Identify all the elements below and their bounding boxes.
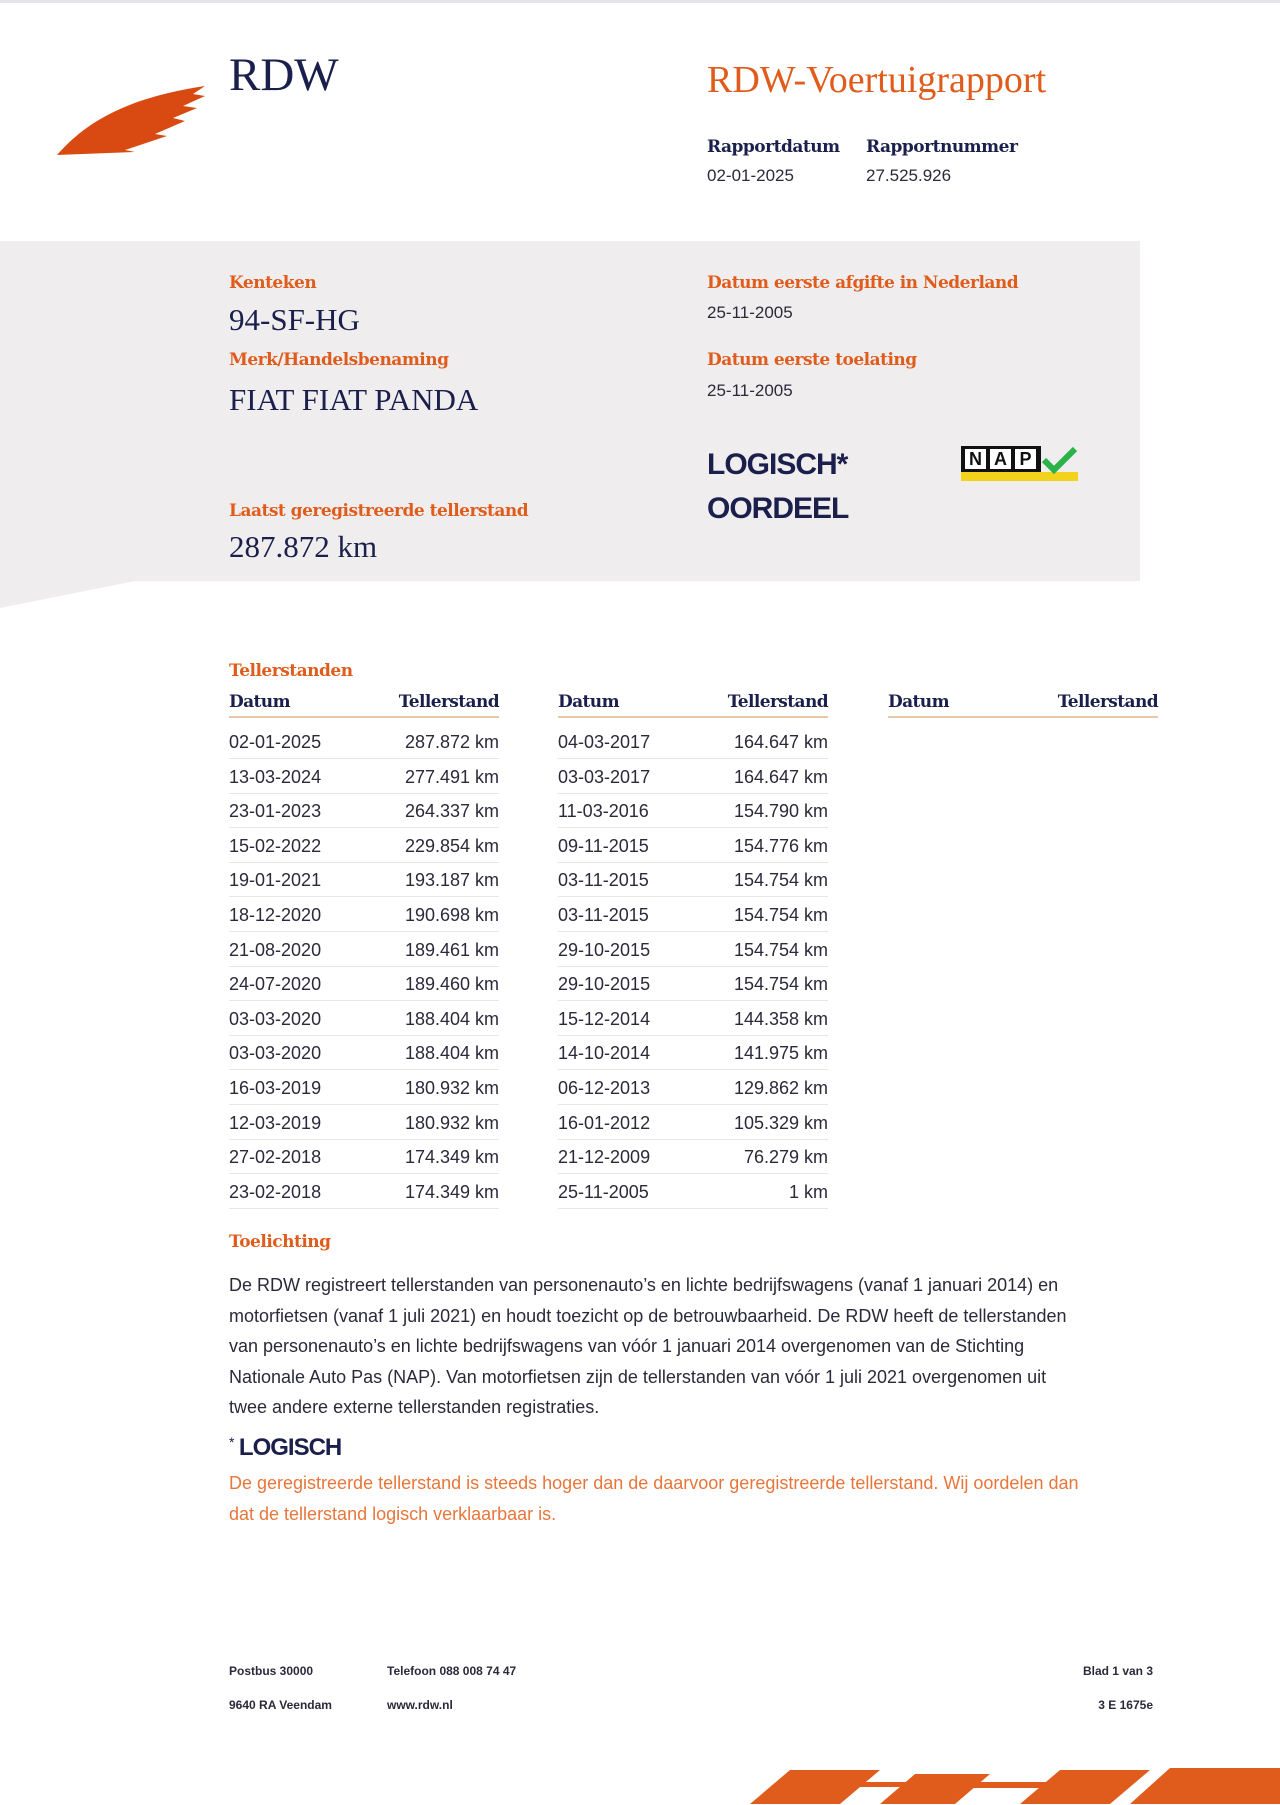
rapportdatum-label: Rapportdatum: [707, 137, 840, 157]
footer-web[interactable]: www.rdw.nl: [387, 1698, 453, 1712]
row-km: 180.932 km: [404, 1078, 499, 1098]
table-row: [558, 932, 828, 967]
table-row: [229, 1139, 499, 1174]
row-date: 15-12-2014: [558, 1008, 651, 1029]
table-row: [558, 1139, 828, 1174]
row-date: 06-12-2013: [558, 1078, 651, 1098]
toelichting-text: [229, 1270, 1189, 1423]
row-km: 141.975 km: [733, 1043, 828, 1064]
toelating-value: 25-11-2005: [707, 381, 793, 400]
verdict-line1: LOGISCH*: [707, 448, 848, 481]
toelating-label: Datum eerste toelating: [707, 350, 917, 370]
table-row: [229, 793, 499, 828]
row-km: 154.754 km: [733, 974, 828, 995]
row-km: 188.404 km: [404, 1008, 499, 1029]
row-km: 193.187 km: [404, 870, 499, 891]
row-date: 03-11-2015: [558, 870, 649, 891]
toelichting-title: Toelichting: [229, 1232, 331, 1252]
col-value-header: Tellerstand: [727, 692, 828, 712]
toelichting-line: motorfietsen (vanaf 1 juli 2021) en houdt toezicht op de betrouwbaarheid. De RDW heeft de tellerstanden: [229, 1305, 1067, 1326]
nap-letter-p: P: [1015, 449, 1036, 469]
merk-label: Merk/Handelsbenaming: [229, 350, 449, 370]
row-km: 174.349 km: [404, 1181, 499, 1202]
table-row: [558, 724, 828, 759]
row-date: 21-08-2020: [229, 939, 322, 960]
footer-telefoon: Telefoon 088 008 74 47: [387, 1664, 517, 1678]
table-row: [558, 828, 828, 863]
row-km: 144.358 km: [733, 1008, 828, 1029]
row-km: 180.932 km: [404, 1112, 499, 1133]
table-row: [558, 1035, 828, 1070]
table-row: [229, 862, 499, 897]
table-row: [558, 1174, 828, 1209]
row-date: 24-07-2020: [229, 974, 322, 995]
top-border: [0, 0, 1280, 3]
row-date: 04-03-2017: [558, 732, 651, 752]
logisch-title: LOGISCH: [238, 1434, 342, 1461]
col-date-header: Datum: [558, 692, 619, 712]
row-date: 23-01-2023: [229, 801, 322, 822]
rapportnummer-label: Rapportnummer: [866, 137, 1018, 157]
row-km: 105.329 km: [733, 1112, 828, 1133]
row-date: 21-12-2009: [558, 1147, 651, 1168]
row-date: 29-10-2015: [558, 939, 651, 960]
row-km: 277.491 km: [404, 766, 499, 787]
row-date: 03-03-2020: [229, 1008, 322, 1029]
nap-badge-icon: [961, 446, 1078, 486]
row-date: 16-01-2012: [558, 1112, 651, 1133]
panel-notch: [0, 580, 140, 608]
checkmark-icon: [1042, 446, 1078, 474]
report-title: RDW-Voertuigrapport: [707, 59, 1047, 101]
row-date: 03-11-2015: [558, 905, 649, 925]
row-km: 164.647 km: [733, 732, 828, 752]
table-row: [558, 862, 828, 897]
footer-code: 3 E 1675e: [1098, 1698, 1153, 1712]
col-date-header: Datum: [888, 692, 949, 712]
table-row: [558, 793, 828, 828]
row-date: 11-03-2016: [558, 801, 649, 822]
rdw-logo-icon: [55, 78, 210, 158]
nap-letter-n: N: [965, 449, 986, 469]
merk-value: FIAT FIAT PANDA: [229, 382, 479, 417]
row-km: 76.279 km: [743, 1147, 828, 1168]
table-row: [229, 1035, 499, 1070]
row-km: 190.698 km: [404, 905, 499, 925]
row-date: 25-11-2005: [558, 1181, 649, 1202]
table-row: [229, 1070, 499, 1105]
col-date-header: Datum: [229, 692, 290, 712]
logisch-text: [229, 1468, 1189, 1529]
kenteken-label: Kenteken: [229, 273, 317, 293]
row-km: 189.460 km: [404, 974, 499, 995]
logisch-star: *: [229, 1434, 235, 1450]
col-value-header: Tellerstand: [1057, 692, 1158, 712]
toelichting-line: twee andere externe tellerstanden registraties.: [229, 1397, 600, 1417]
footer-postbus: Postbus 30000: [229, 1664, 314, 1678]
row-km: 287.872 km: [404, 732, 499, 752]
kenteken-value: 94-SF-HG: [229, 302, 360, 337]
row-date: 15-02-2022: [229, 835, 322, 856]
table-row: [558, 759, 828, 794]
table-row: [229, 966, 499, 1001]
row-km: 189.461 km: [404, 939, 499, 960]
row-km: 188.404 km: [404, 1043, 499, 1064]
row-km: 174.349 km: [404, 1147, 499, 1168]
rapportnummer-value: 27.525.926: [866, 166, 952, 185]
tellerstanden-title: Tellerstanden: [229, 661, 353, 681]
table-row: [558, 966, 828, 1001]
nap-letter-a: A: [990, 449, 1011, 469]
row-date: 29-10-2015: [558, 974, 651, 995]
row-date: 13-03-2024: [229, 766, 322, 787]
logisch-line: De geregistreerde tellerstand is steeds hoger dan de daarvoor geregistreerde tellerstand. Wij oordelen dan: [229, 1473, 1079, 1493]
toelichting-line: van personenauto’s en lichte bedrijfswagens van vóór 1 januari 2014 overgenomen van de Stichting: [229, 1336, 1025, 1356]
logisch-heading: [229, 1434, 341, 1462]
table-row: [229, 1174, 499, 1209]
table-row: [229, 897, 499, 932]
row-km: 154.754 km: [733, 870, 828, 891]
row-date: 02-01-2025: [229, 732, 322, 752]
afgifte-label: Datum eerste afgifte in Nederland: [707, 273, 1019, 293]
row-date: 12-03-2019: [229, 1112, 322, 1133]
row-date: 19-01-2021: [229, 870, 322, 891]
row-km: 154.790 km: [733, 801, 828, 822]
row-km: 229.854 km: [404, 835, 499, 856]
row-date: 23-02-2018: [229, 1181, 322, 1202]
row-date: 16-03-2019: [229, 1078, 322, 1098]
col-value-header: Tellerstand: [398, 692, 499, 712]
table-row: [229, 1001, 499, 1036]
row-date: 03-03-2020: [229, 1043, 322, 1064]
verdict-line2: OORDEEL: [707, 492, 849, 525]
row-date: 14-10-2014: [558, 1043, 651, 1064]
row-date: 27-02-2018: [229, 1147, 322, 1168]
table-row: [558, 1070, 828, 1105]
footer-blad: Blad 1 van 3: [1082, 1664, 1153, 1678]
logisch-line: dat de tellerstand logisch verklaarbaar is.: [229, 1503, 557, 1524]
table-row: [558, 1105, 828, 1140]
stand-value: 287.872 km: [229, 529, 378, 564]
row-date: 18-12-2020: [229, 905, 322, 925]
row-date: 03-03-2017: [558, 766, 651, 787]
afgifte-value: 25-11-2005: [707, 303, 793, 322]
row-km: 154.754 km: [733, 905, 828, 925]
table-row: [229, 759, 499, 794]
row-km: 1 km: [788, 1181, 828, 1202]
footer-plaats: 9640 RA Veendam: [229, 1698, 332, 1712]
table-row: [229, 1105, 499, 1140]
table-row: [229, 724, 499, 759]
rapportdatum-value: 02-01-2025: [707, 166, 794, 185]
toelichting-line: Nationale Auto Pas (NAP). Van motorfietsen zijn de tellerstanden van vóór 1 juli 2021 overgenomen uit: [229, 1366, 1047, 1387]
row-km: 164.647 km: [733, 766, 828, 787]
table-row: [229, 828, 499, 863]
row-date: 09-11-2015: [558, 835, 649, 856]
org-name: RDW: [229, 49, 339, 101]
stand-label: Laatst geregistreerde tellerstand: [229, 501, 529, 521]
row-km: 154.754 km: [733, 939, 828, 960]
rdw-stripes-icon: [730, 1760, 1280, 1805]
row-km: 129.862 km: [733, 1078, 828, 1098]
toelichting-line: De RDW registreert tellerstanden van personenauto’s en lichte bedrijfswagens (vanaf 1 januari 2014) en: [229, 1275, 1059, 1295]
table-row: [558, 897, 828, 932]
row-km: 264.337 km: [404, 801, 499, 822]
row-km: 154.776 km: [733, 835, 828, 856]
table-header-2: [558, 692, 828, 718]
table-header-3: [888, 692, 1158, 718]
table-header-1: [229, 692, 499, 718]
table-row: [229, 932, 499, 967]
table-row: [558, 1001, 828, 1036]
